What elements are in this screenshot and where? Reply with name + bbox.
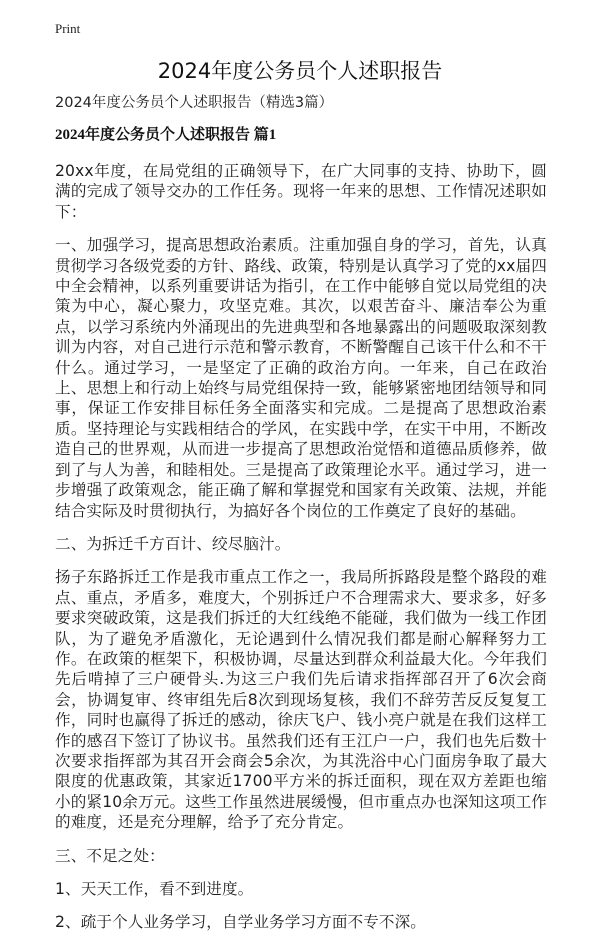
- section-heading: 2024年度公务员个人述职报告 篇1: [55, 127, 277, 143]
- paragraph-section-two-heading: 二、为拆迁千方百计、绞尽脑汁。: [55, 534, 291, 553]
- paragraph-intro: 20xx年度，在局党组的正确领导下，在广大同事的支持、协助下，圆满的完成了领导交办的工作任务。现将一年来的思想、工作情况述职如下：: [55, 162, 547, 221]
- paragraph-section-three-heading: 三、不足之处：: [55, 846, 165, 865]
- document-subtitle: 2024年度公务员个人述职报告（精选3篇）: [55, 95, 334, 111]
- paragraph-section-one: 一、加强学习，提高思想政治素质。注重加强自身的学习，首先，认真贯彻学习各级党委的方针、路线、政策，特别是认真学习了党的xx届四中全会精神，以系列重要讲话为指引，在工作中能够自觉以局党组的决策为中心，凝心聚力，攻坚克难。其次，以艰苦奋斗、廉洁奉公为重点，以学习系统内外涌现出的先进典型和各地暴露出的问题吸取深刻教训为内容，对自己进行示范和警示教育，不断警醒自己该干什么和不干什么。通过学习，一是坚定了正确的政治方向。一年来，自己在政治上、思想上和行动上始终与局党组保持一致，能够紧密地团结领导和同事，保证工作安排目标任务全面落实和完成。二是提高了思想政治素质。坚持理论与实践相结合的学风，在实践中学，在实干中用，不断改造自己的世界观，从而进一步提高了思想政治觉悟和道德品质修养，做到了与人为善，和睦相处。三是提高了政策理论水平。通过学习，进一步增强了政策观念，能正确了解和掌握党和国家有关政策、法规，并能结合实际及时贯彻执行，为搞好各个岗位的工作奠定了良好的基础。: [55, 236, 547, 520]
- page-title: 2024年度公务员个人述职报告: [157, 59, 443, 83]
- print-link[interactable]: Print: [55, 21, 81, 36]
- document-body: [55, 93, 547, 946]
- list-item-shortcoming-1: 1、天天工作，看不到进度。: [55, 880, 254, 898]
- list-item-shortcoming-2: 2、疏于个人业务学习，自学业务学习方面不专不深。: [55, 913, 426, 932]
- paragraph-section-two-body: 扬子东路拆迁工作是我市重点工作之一，我局所拆路段是整个路段的难点、重点，矛盾多，难度大，个别拆迁户不合理需求大、要求多，好多要求突破政策，这是我们拆迁的大红线绝不能碰，我们做为一线工作团队，为了避免矛盾激化，无论遇到什么情况我们都是耐心解释努力工作。在政策的框架下，积极协调，尽量达到群众利益最大化。今年我们先后啃掉了三户硬骨头.为这三户我们先后请求指挥部召开了6次会商会，协调复审、终审组先后8次到现场复核，我们不辞劳苦反反复复工作，同时也赢得了拆迁的感动，徐庆飞户、钱小亮户就是在我们这样工作的感召下签订了协议书。虽然我们还有王江户一户，我们也先后数十次要求指挥部为其召开会商会5余次，为其洗浴中心门面房争取了最大限度的优惠政策，其家近1700平方米的拆迁面积，现在双方差距也缩小的紧10余万元。这些工作虽然进展缓慢，但市重点办也深知这项工作的难度，还是充分理解，给予了充分肯定。: [55, 568, 547, 832]
